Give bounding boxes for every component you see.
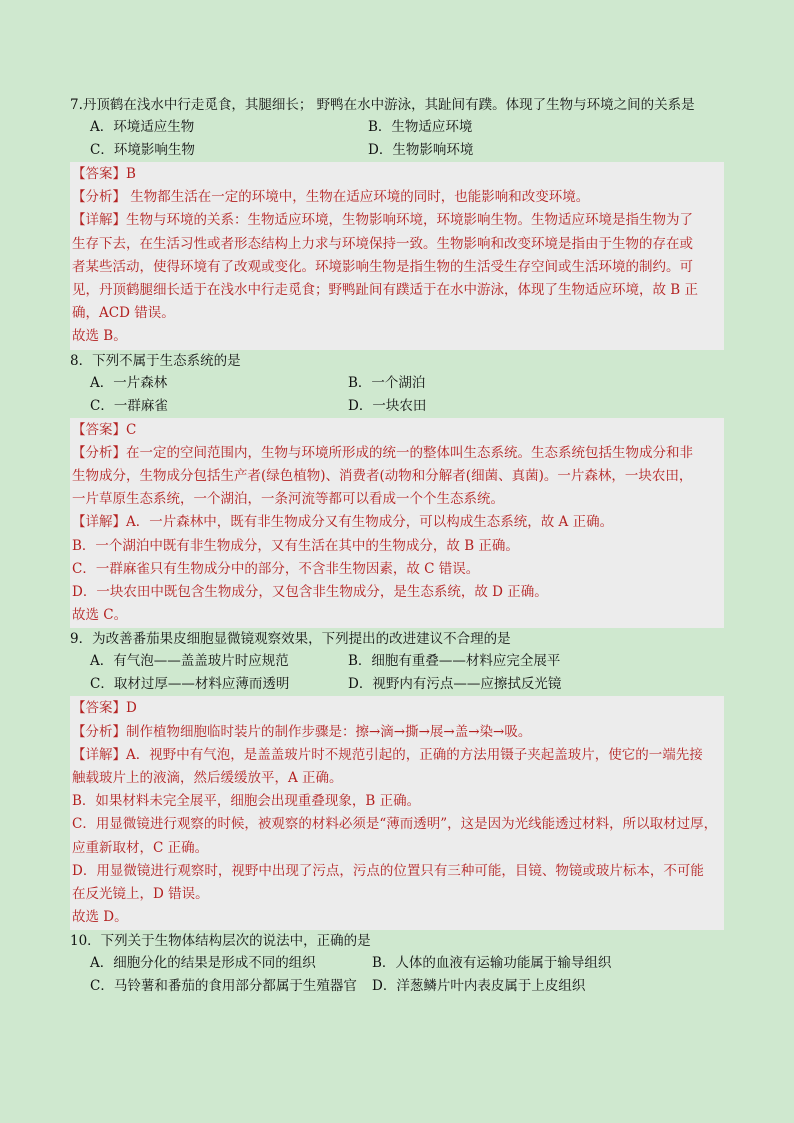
- detail-tag: 【详解】: [72, 514, 126, 531]
- question-stem: 10．下列关于生物体结构层次的说法中，正确的是: [70, 933, 371, 950]
- detail-line: 生物与环境的关系：生物适应环境，生物影响环境，环境影响生物。生物适应环境是指生物为了: [126, 212, 693, 229]
- detail-line: C．用显微镜进行观察的时候，被观察的材料必须是“薄而透明”，这是因为光线能透过材料，所以取材过厚，: [72, 816, 718, 833]
- question-9: [70, 628, 724, 930]
- answer-tag: 【答案】: [72, 700, 126, 717]
- option-b: B．细胞有重叠——材料应完全展平: [348, 653, 561, 670]
- answer-block: [70, 162, 724, 350]
- options: [90, 372, 724, 418]
- answer-tag: 【答案】: [72, 421, 126, 438]
- detail-line: D．一块农田中既包含生物成分，又包含非生物成分，是生态系统，故 D 正确。: [72, 584, 548, 601]
- option-d: D．生物影响环境: [368, 142, 474, 158]
- answer-value: C: [126, 421, 137, 438]
- question-stem: 8．下列不属于生态系统的是: [70, 352, 241, 369]
- analysis-line: 生物成分，生物成分包括生产者(绿色植物)、消费者(动物和分解者(细菌、真菌)。一片森林，一块农田，: [72, 468, 693, 485]
- question-stem: 9．为改善番茄果皮细胞显微镜观察效果，下列提出的改进建议不合理的是: [70, 631, 511, 648]
- detail-line: 确，ACD 错误。: [72, 305, 175, 322]
- option-a: A．环境适应生物: [90, 119, 195, 135]
- answer-tag: 【答案】: [72, 166, 126, 182]
- question-7: [70, 94, 724, 350]
- question-list: [70, 94, 724, 998]
- option-b: B．人体的血液有运输功能属于输导组织: [372, 955, 612, 972]
- option-c: C．取材过厚——材料应薄而透明: [90, 676, 290, 693]
- detail-line: C．一群麻雀只有生物成分中的部分，不含非生物因素，故 C 错误。: [72, 560, 480, 577]
- detail-line: D．用显微镜进行观察时，视野中出现了污点，污点的位置只有三种可能，目镜、物镜或玻片标本，不可能: [72, 862, 704, 879]
- answer-block: [70, 418, 724, 629]
- option-c: C．一群麻雀: [90, 397, 168, 414]
- analysis-tag: 【分析】: [72, 444, 126, 461]
- option-d: D．视野内有污点——应擦拭反光镜: [348, 676, 562, 693]
- option-d: D．洋葱鳞片叶内表皮属于上皮组织: [372, 978, 586, 995]
- option-b: B．一个湖泊: [348, 374, 426, 391]
- analysis-line: 一片草原生态系统，一个湖泊，一条河流等都可以看成一个个生态系统。: [72, 491, 504, 508]
- option-c: C．环境影响生物: [90, 142, 195, 158]
- option-a: A．细胞分化的结果是形成不同的组织: [90, 955, 316, 972]
- option-c: C．马铃薯和番茄的食用部分都属于生殖器官: [90, 978, 357, 995]
- detail-line: 者某些活动，使得环境有了改观或变化。环境影响生物是指生物的生活受生存空间或生活环境的制约。可: [72, 258, 693, 275]
- conclusion: 故选 B。: [72, 328, 127, 345]
- detail-tag: 【详解】: [72, 746, 126, 763]
- question-10: [70, 930, 724, 998]
- conclusion: 故选 D。: [72, 909, 128, 926]
- answer-block: [70, 696, 724, 930]
- question-8: [70, 350, 724, 629]
- detail-line: A．一片森林中，既有非生物成分又有生物成分，可以构成生态系统，故 A 正确。: [126, 514, 614, 531]
- options: [90, 650, 724, 696]
- detail-line: B．如果材料未完全展平，细胞会出现重叠现象，B 正确。: [72, 793, 421, 810]
- analysis-line: 制作植物细胞临时装片的制作步骤是：擦→滴→撕→展→盖→染→吸。: [126, 723, 532, 740]
- answer-value: D: [126, 700, 137, 717]
- detail-line: A．视野中有气泡，是盖盖玻片时不规范引起的，正确的方法用镊子夹起盖玻片，使它的一端先接: [126, 746, 703, 763]
- question-stem: 7.丹顶鹤在浅水中行走觅食，其腿细长； 野鸭在水中游泳，其趾间有蹼。体现了生物与环境之间的关系是: [70, 97, 695, 113]
- conclusion: 故选 C。: [72, 607, 128, 624]
- option-a: A．有气泡——盖盖玻片时应规范: [90, 653, 289, 670]
- options: [90, 116, 724, 162]
- analysis-tag: 【分析】: [72, 723, 126, 740]
- detail-line: 在反光镜上，D 错误。: [72, 886, 209, 903]
- analysis-line: 在一定的空间范围内，生物与环境所形成的统一的整体叫生态系统。生态系统包括生物成分和非: [126, 444, 693, 461]
- detail-line: B．一个湖泊中既有非生物成分，又有生活在其中的生物成分，故 B 正确。: [72, 537, 519, 554]
- detail-line: 生存下去，在生活习性或者形态结构上力求与环境保持一致。生物影响和改变环境是指由于生物的存在或: [72, 235, 693, 252]
- detail-line: 应重新取材，C 正确。: [72, 839, 209, 856]
- analysis-tag: 【分析】: [72, 189, 126, 206]
- answer-value: B: [126, 166, 136, 182]
- detail-line: 见，丹顶鹤腿细长适于在浅水中行走觅食；野鸭趾间有蹼适于在水中游泳，体现了生物适应环境，故 B 正: [72, 282, 699, 299]
- detail-tag: 【详解】: [72, 212, 126, 229]
- option-b: B．生物适应环境: [368, 119, 473, 135]
- options: [90, 952, 724, 998]
- detail-line: 触载玻片上的液滴，然后缓缓放平，A 正确。: [72, 770, 343, 787]
- option-a: A．一片森林: [90, 374, 168, 391]
- option-d: D．一块农田: [348, 397, 427, 414]
- analysis-line: 生物都生活在一定的环境中，生物在适应环境的同时，也能影响和改变环境。: [126, 189, 590, 206]
